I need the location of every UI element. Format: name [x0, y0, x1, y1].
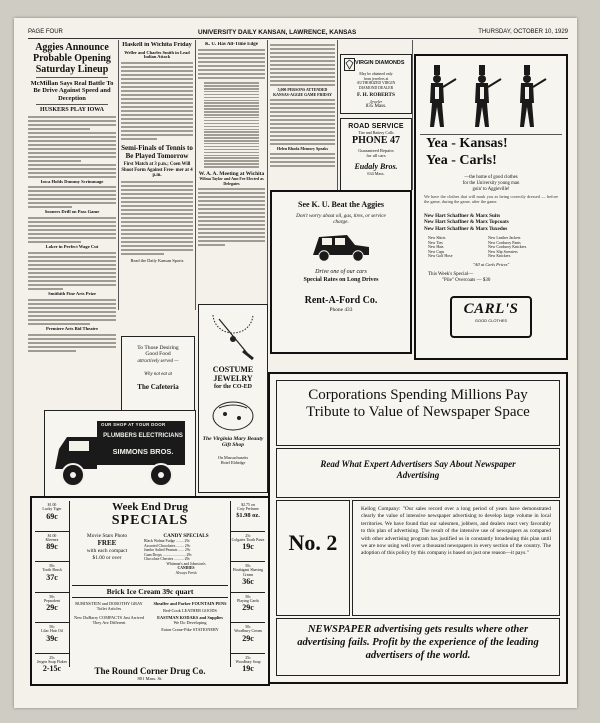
toilet-articles	[72, 601, 146, 625]
price-item	[35, 625, 69, 654]
headline-waa: W. A. A. Meeting at Wichita	[198, 170, 265, 177]
candy-specials	[144, 533, 228, 575]
carls-prices: "All at Carls Prices"	[472, 262, 510, 267]
subhead-waa: Wilma Taylor and Ann Fee Elected as Delegates	[199, 176, 264, 186]
sale-price: 29c	[242, 603, 254, 613]
virgin-line: AUTHORIZED VIRGIN	[356, 81, 396, 86]
road-company: Eudaly Bros.	[354, 161, 398, 171]
sale-price: 89c	[46, 542, 58, 552]
corporations-sub	[276, 448, 560, 498]
carls-tagline: for the University young man	[462, 180, 520, 186]
original-price: 25c	[245, 655, 251, 660]
carls-tagline: goin' to Aggieville!	[472, 186, 510, 192]
subhead-mcmillan: McMillan Says Real Battle To Be Drive Against Speed and Deception	[30, 80, 114, 102]
stationery-line: Eaton Crane-Pike STATIONERY	[161, 627, 219, 632]
drug-store-address: 801 Mass. St.	[137, 676, 163, 681]
page-number: PAGE FOUR	[28, 29, 63, 35]
carls-right-list	[488, 236, 526, 259]
candy-item: CANDIES	[177, 566, 195, 571]
item-name: Houbigant Shaving Cream	[232, 568, 264, 577]
rentaford-drive: Drive one of our cars	[315, 269, 367, 276]
price-item	[231, 534, 265, 563]
leather-line: Red-Cook LEATHER GOODS	[163, 608, 217, 613]
column-two	[121, 42, 193, 332]
sale-price: 29c	[242, 633, 254, 643]
list-item: New Corduroy Pants	[488, 240, 521, 245]
sale-price: $1.98 oz.	[236, 511, 260, 519]
item-name: Tooth Brush	[42, 568, 62, 573]
item-name: Jergen Soap Flakes	[37, 659, 67, 664]
candy-head: CANDY SPECIALS	[163, 533, 209, 539]
original-price: 50c	[245, 564, 251, 568]
movie-line: Movie Stars Photo	[86, 533, 128, 539]
candy-item: Black Walnut Fudge ........ 29c	[144, 539, 191, 544]
list-item: New Hats	[428, 245, 444, 250]
right-price-column	[230, 501, 265, 674]
brief-smithith: Smithith Fine Arts Prize	[48, 290, 96, 296]
original-price: 25c	[245, 533, 251, 538]
sale-price: 29c	[46, 603, 58, 613]
ad-number: No. 2	[288, 530, 338, 555]
jewelry-near: Hotel Eldridge	[220, 459, 246, 465]
sale-price: 36c	[242, 577, 254, 587]
newspaper-advertising: NEWSPAPER advertising gets results where other advertising fails. Profit by the experience of the leading advertisers of the world.	[297, 624, 539, 661]
cafeteria-line: attractively served —	[137, 359, 179, 364]
ad-road-service[interactable]	[340, 118, 412, 192]
item-name: Pepsodent	[44, 598, 60, 603]
rentaford-rates: Special Rates on Long Drives	[303, 277, 379, 284]
pens-line: Sheaffer and Parker FOUNTAIN PENS	[153, 601, 227, 606]
column-rule	[412, 40, 413, 190]
issue-date: THURSDAY, OCTOBER 10, 1929	[478, 29, 568, 35]
brief-loker: Loker in Perfect Wage Cut	[45, 244, 99, 250]
carls-special: This Week's Special—	[428, 272, 474, 277]
column-rule	[267, 40, 268, 310]
candy-item: Whitman's and Johnston's	[166, 561, 206, 566]
sale-price: 19c	[242, 664, 254, 674]
virgin-title: VIRGIN DIAMONDS	[355, 60, 405, 66]
sale-price: 19c	[242, 542, 254, 552]
virgin-line: from jewelers at	[363, 76, 389, 81]
corporations-headline: Corporations Spending Millions Pay Tribute to Value of Newspaper Space	[306, 387, 530, 420]
road-sub: Tire and Battery Calls	[358, 130, 394, 135]
ad-carls[interactable]	[414, 54, 568, 360]
drug-center	[72, 501, 228, 667]
number-box	[276, 500, 350, 616]
original-price: 50c	[245, 625, 251, 629]
list-item: New Slip Sweaters	[488, 249, 518, 254]
item-name: Lucky Tiger	[42, 507, 62, 512]
carls-logo	[450, 296, 532, 338]
jeweler-name: F. H. ROBERTS	[357, 92, 395, 98]
cafeteria-line: Good Food	[145, 351, 171, 357]
score-table	[204, 82, 259, 167]
list-item: New Leather Jackets	[488, 236, 521, 240]
brief-premiere: Premiere Arts Bid Theatre	[45, 325, 99, 331]
cheer-carls: Yea - Carls!	[426, 153, 497, 168]
carls-line: New Hart Schaffner & Marx Suits	[424, 213, 501, 219]
movie-offer	[72, 533, 142, 561]
movie-line: $1.00 or over	[92, 554, 122, 561]
brief-iowa: Iowa Holds Dummy Scrimmage	[40, 178, 104, 184]
compacts-line: New DuBarry COMPACTS Just Arrived They Are Different	[73, 615, 145, 625]
column-rule	[118, 40, 119, 310]
road-address: 634 Mass.	[367, 170, 385, 176]
item-name: Coty Perfume	[237, 507, 259, 512]
price-item	[231, 503, 265, 532]
virgin-line: May be obtained only	[359, 72, 393, 76]
jewelry-title: COSTUME JEWELRY	[212, 365, 254, 383]
headline-tennis: Semi-Finals of Tennis to Be Played Tomorrow	[121, 144, 193, 161]
candy-item: Chocolate Cherries .......... 29c	[144, 557, 191, 562]
price-item	[231, 564, 265, 593]
price-item	[35, 564, 69, 593]
sale-price: 2-15c	[42, 664, 62, 674]
original-price: 25c	[49, 655, 55, 660]
list-item: New Shirts	[428, 236, 446, 240]
sports-tagline: Read the Daily Kansan Sports	[130, 257, 184, 263]
article-text	[28, 116, 116, 178]
price-item	[35, 503, 69, 532]
left-price-column	[35, 501, 70, 674]
item-name: Playing Cards	[237, 598, 259, 603]
car-illustration	[309, 229, 373, 263]
story-helen: Helen Rhoda Memory Speaks	[277, 146, 328, 152]
pens-kodaks	[152, 601, 228, 632]
subhead-weller: Weller and Charles Smith in Lead Indian Attack	[124, 49, 190, 60]
candy-item: Jumbo Salted Peanuts ...... 29c	[144, 548, 191, 553]
kellog-quote: Kellog Company: "Our sales record over a long period of years have demonstrated clearly the value of intensive newspaper advertising to develop large volume in local territories. We have found that our salesmen, jobbers, and dealers react very favorably to this plan of advertising. The result of the intensive use of newspapers as compared with other advertising program has justified us in constantly broadening this plan until we are now using well over a thousand newspapers in every section of the country. The adoption of this policy by this company is based on just one reason—it pays."	[361, 506, 551, 557]
drug-store-name: The Round Corner Drug Co.	[94, 666, 206, 676]
headline-edge: K. U. Has All-Time Edge	[205, 42, 258, 47]
item-name: Colgates Tooth Paste	[231, 537, 265, 542]
ad-costume-jewelry[interactable]	[198, 304, 268, 493]
cheer-kansas: Yea - Kansas!	[426, 136, 508, 151]
diamond-icon	[344, 58, 355, 71]
original-price: $1.00	[47, 503, 57, 507]
cafeteria-name: The Cafeteria	[137, 383, 179, 391]
rentaford-phone: Phone 433	[329, 307, 353, 314]
item-name: Woodbury Cream	[234, 629, 262, 634]
road-line: for all cars	[366, 153, 386, 159]
price-item	[35, 595, 69, 624]
simmons-banner: OUR SHOP AT YOUR DOOR	[101, 422, 166, 427]
corporations-header	[276, 380, 560, 446]
masthead	[28, 28, 568, 39]
section-huskers: HUSKERS PLAY IOWA	[40, 107, 104, 114]
column-three	[198, 42, 265, 300]
carls-special-item: "Pile" Overcoats — $30	[442, 278, 491, 284]
jewelry-where: On Massachusetts	[217, 454, 249, 460]
ad-rent-a-ford[interactable]	[270, 190, 412, 354]
simmons-company: SIMMONS BROS.	[112, 447, 174, 456]
candy-item: Gum Drops ........................ 29c	[144, 552, 192, 557]
price-item	[231, 595, 265, 624]
jeweler-role: Jeweler	[369, 99, 383, 104]
drug-headline-2: SPECIALS	[111, 513, 189, 528]
headline-aggies: Aggies Announce Probable Opening Saturday Lineup	[33, 42, 111, 75]
carls-line: New Hart Schaffner & Marx Topcoats	[424, 219, 509, 226]
sale-price: 39c	[46, 633, 58, 643]
road-line: Guaranteed Repairs	[358, 148, 394, 153]
jewelry-sub: for the CO-ED	[214, 384, 252, 390]
movie-line: with each compact	[86, 548, 128, 555]
original-price: $2.75 on	[241, 503, 255, 507]
price-item	[231, 625, 265, 654]
list-item: New Caps	[428, 249, 445, 254]
original-price: 50c	[245, 594, 251, 599]
toilet-line: RUBINSTEIN and DOROTHY GRAY Toilet Articles	[75, 601, 143, 611]
item-name: Woodbury Soap	[235, 659, 261, 664]
kodak-line: EASTMAN KODAKS and Supplies	[157, 615, 223, 620]
list-item: New Golf Hose	[428, 254, 453, 259]
headline-haskell: Haskell in Wichita Friday	[122, 42, 192, 48]
ad-cafeteria[interactable]	[121, 336, 195, 416]
ice-cream: Brick Ice Cream 39c quart	[72, 585, 228, 598]
corporations-footer	[276, 618, 560, 676]
candy-item: Always Fresh	[175, 570, 197, 575]
jewelry-shop: The Virginia Mary Beauty Gift Shop	[202, 436, 264, 449]
cafeteria-line: To Those Desiring	[137, 345, 179, 351]
cafeteria-line: Why not eat at	[144, 372, 172, 377]
quote-box	[352, 500, 560, 616]
carls-logo-sub: GOOD CLOTHES	[474, 318, 508, 323]
list-item: New Knickers	[488, 254, 511, 259]
ad-corporations[interactable]	[268, 372, 568, 684]
develop-line: We Do Developing	[173, 620, 207, 625]
carls-tagline: —the home of good clothes	[464, 175, 518, 180]
original-price: 50c	[49, 594, 55, 599]
rentaford-headline: See K. U. Beat the Aggies	[298, 200, 384, 209]
original-price: 50c	[49, 564, 55, 568]
original-price: $1.00	[47, 533, 57, 538]
drug-headline: Week End Drug	[112, 501, 188, 513]
road-title: ROAD SERVICE	[348, 123, 404, 130]
carls-left-list	[428, 236, 452, 259]
list-item: New Ties	[428, 240, 443, 245]
carls-logo-text: CARL'S	[463, 301, 519, 317]
item-name: Kleenex	[45, 537, 59, 542]
rentaford-company: Rent-A-Ford Co.	[304, 295, 378, 307]
brief-sooners: Sooners Drill on Pass Game	[44, 209, 100, 215]
sale-price: 37c	[46, 572, 58, 582]
vase-illustration	[205, 398, 261, 434]
road-phone: PHONE 47	[351, 135, 401, 146]
candy-item: Assorted Chocolates ........ 29c	[144, 543, 191, 548]
subhead-tennis: First Match at 3 p.m.; Coen Will Shoot Form Against Free- mer at 4 p.m.	[121, 162, 193, 179]
paper-title: UNIVERSITY DAILY KANSAN, LAWRENCE, KANSAS	[198, 29, 357, 36]
simmons-trades: PLUMBERS ELECTRICIANS	[103, 433, 183, 439]
original-price: 50c	[49, 625, 55, 629]
column-rule	[195, 40, 196, 310]
virgin-line: DIAMOND DEALER	[358, 85, 394, 90]
movie-free: FREE	[97, 539, 117, 548]
column-rule	[337, 40, 338, 190]
rentaford-copy: Don't worry about oil, gas, tires, or service charge.	[296, 213, 386, 226]
drum-majors-illustration	[420, 61, 560, 131]
corporations-subhead: Read What Expert Advertisers Say About Newspaper Advertising	[320, 459, 516, 480]
story-attendance: 5,000 PERSONS ATTENDED KANSAS-AGGIE GAME FRIDAY	[273, 88, 332, 97]
column-four	[270, 42, 335, 182]
ad-simmons-bros[interactable]	[44, 410, 196, 498]
price-item	[35, 534, 69, 563]
carls-line: New Hart Schaffner & Marx Tuxedos	[424, 225, 508, 232]
item-name: Lilac Hair Oil	[41, 629, 63, 634]
carls-copy: We have the clothes that will mark you as being correctly dressed — before the game, during the game, after the game.	[424, 194, 558, 204]
jeweler-address: 835 Mass.	[365, 104, 387, 109]
necklace-illustration	[207, 309, 259, 361]
ad-virgin-diamonds[interactable]	[340, 54, 412, 114]
sale-price: 69c	[46, 511, 58, 521]
list-item: New Corduroy Knickers	[488, 245, 527, 250]
ad-round-corner-drug[interactable]	[30, 496, 270, 686]
